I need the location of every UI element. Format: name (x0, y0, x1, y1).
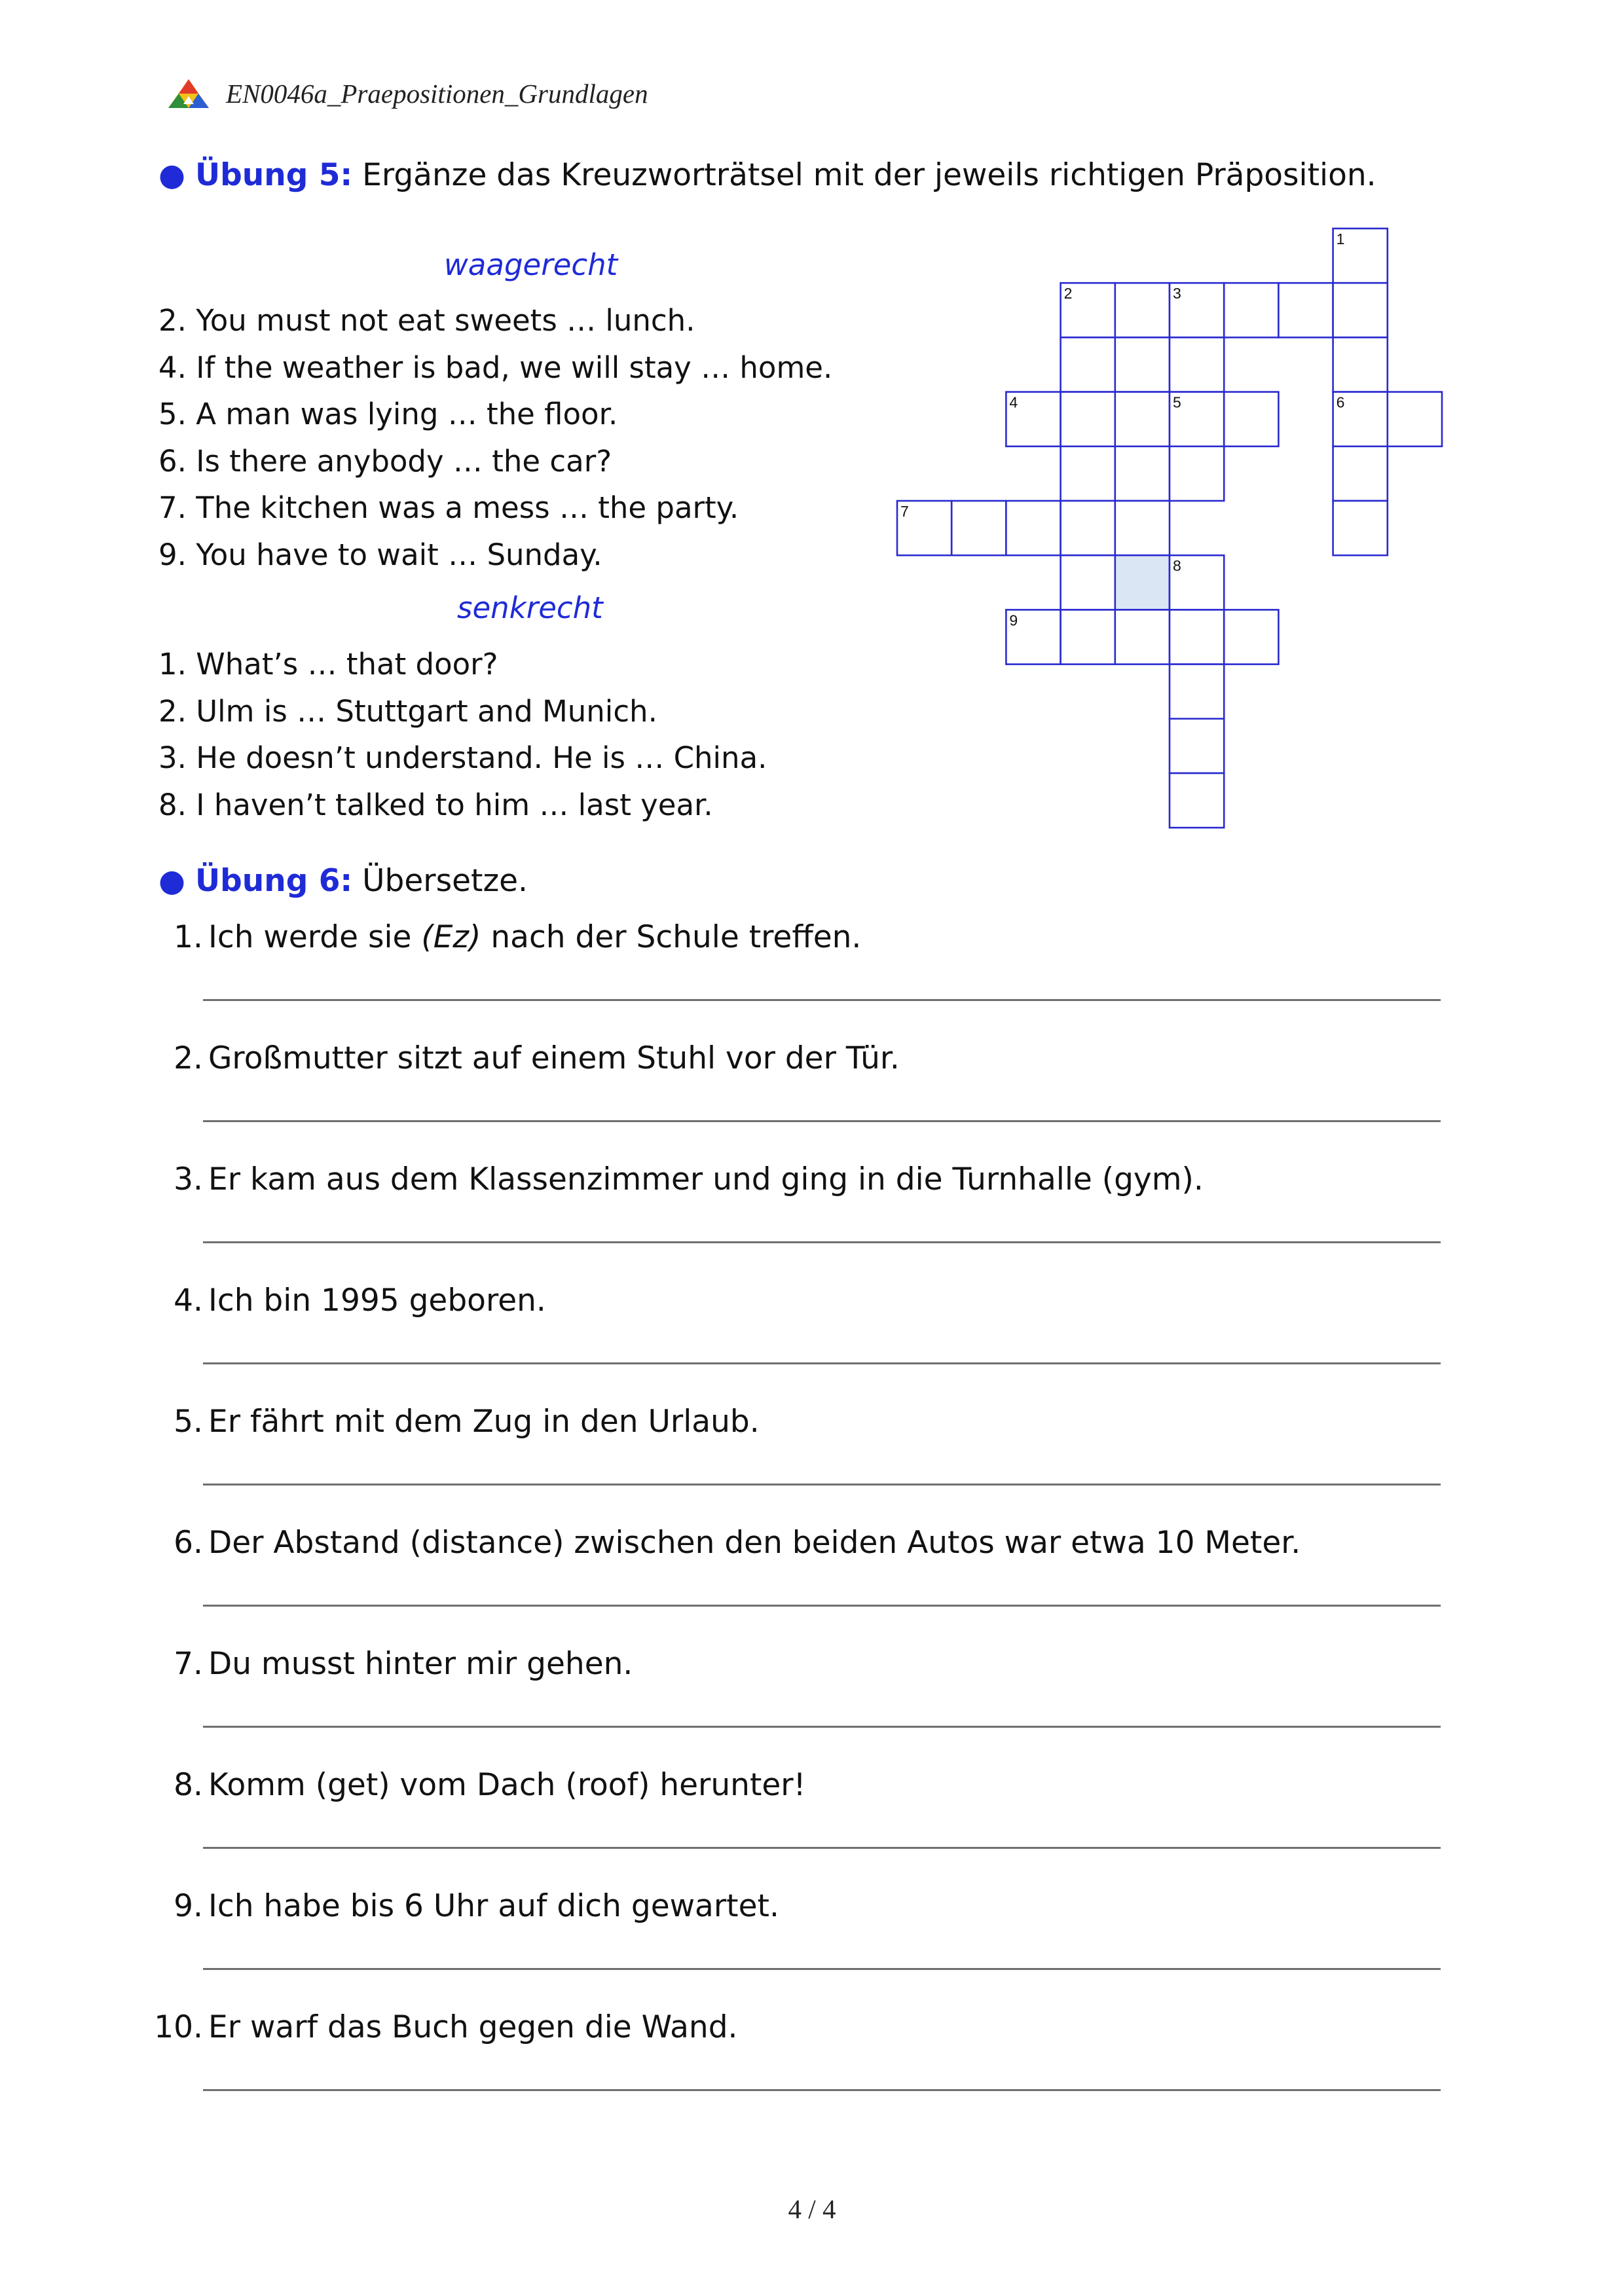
crossword-cell[interactable] (1170, 446, 1224, 501)
crossword-cell[interactable] (1061, 555, 1115, 610)
crossword-cell[interactable] (1115, 337, 1170, 392)
crossword-cell[interactable] (1224, 392, 1278, 446)
crossword-cell[interactable] (1388, 392, 1442, 446)
crossword-cell[interactable] (1115, 501, 1170, 555)
translation-item (131, 1523, 1441, 1563)
clue-down-2: 2. Ulm is … Stuttgart and Munich. (158, 693, 657, 729)
down-clues-list (158, 641, 767, 828)
crossword-cell[interactable] (1278, 283, 1333, 337)
crossword-cell[interactable] (1006, 392, 1060, 446)
crossword-cell[interactable] (1333, 337, 1388, 392)
clue-across-6: 6. Is there anybody … the car? (158, 443, 612, 479)
crossword-cell[interactable] (1061, 283, 1115, 337)
exercise-6-instruction: Übersetze. (362, 863, 528, 899)
colorful-pyramid-logo (167, 78, 210, 109)
clue-across-9: 9. You have to wait … Sunday. (158, 537, 602, 572)
sentence-text: Er fährt mit dem Zug in den Urlaub. (208, 1404, 760, 1440)
crossword-cell[interactable] (1224, 283, 1278, 337)
crossword-cell[interactable] (1115, 610, 1170, 664)
exercise-5-heading (158, 157, 1376, 193)
exercise-5-label: Übung 5: (194, 157, 353, 193)
translation-item (131, 1160, 1441, 1199)
item-number: 7. (174, 1646, 203, 1682)
crossword-cell[interactable] (1115, 446, 1170, 501)
answer-line[interactable] (203, 1726, 1441, 1728)
clue-down-8: 8. I haven’t talked to him … last year. (158, 787, 713, 822)
crossword-clue-number: 9 (1009, 611, 1018, 629)
sentence-text: Du musst hinter mir gehen. (208, 1646, 633, 1682)
clue-across-5: 5. A man was lying … the floor. (158, 397, 618, 432)
translation-item (131, 1766, 1441, 1805)
sentence-text: Er kam aus dem Klassenzimmer und ging in die Turnhalle (gym). (208, 1161, 1204, 1197)
item-number: 5. (174, 1404, 203, 1440)
item-number: 6. (174, 1525, 203, 1561)
crossword-cell[interactable] (1061, 501, 1115, 555)
crossword-cell[interactable] (1115, 283, 1170, 337)
crossword-cell[interactable] (1170, 283, 1224, 337)
translation-item (131, 1039, 1441, 1078)
crossword-clue-number: 2 (1063, 285, 1073, 302)
sentence-text: Ich bin 1995 geboren. (208, 1283, 546, 1319)
sentence-text-end: nach der Schule treffen. (481, 919, 862, 955)
crossword-cell[interactable] (1170, 719, 1224, 773)
answer-line[interactable] (203, 1241, 1441, 1243)
answer-line[interactable] (203, 1120, 1441, 1122)
crossword-cell[interactable] (1333, 228, 1388, 283)
answer-line[interactable] (203, 2089, 1441, 2091)
down-clues-title: senkrecht (457, 591, 603, 625)
sentence-text: Der Abstand (distance) zwischen den beiden Autos war etwa 10 Meter. (208, 1525, 1301, 1561)
exercise-5-instruction: Ergänze das Kreuzworträtsel mit der jeweils richtigen Präposition. (362, 157, 1376, 193)
item-number: 9. (174, 1888, 203, 1924)
sentence-text: Großmutter sitzt auf einem Stuhl vor der Tür. (208, 1040, 900, 1076)
crossword-cell[interactable] (1170, 337, 1224, 392)
crossword-cell[interactable] (1006, 610, 1060, 664)
translation-item (131, 2008, 1441, 2047)
crossword-cell[interactable] (1115, 555, 1170, 610)
answer-line[interactable] (203, 999, 1441, 1001)
crossword-cell[interactable] (1333, 392, 1388, 446)
translation-item (131, 918, 1441, 957)
sentence-text: Ich habe bis 6 Uhr auf dich gewartet. (208, 1888, 779, 1924)
crossword-cell[interactable] (1006, 501, 1060, 555)
exercise-6-label: Übung 6: (194, 863, 353, 899)
crossword-cell[interactable] (1061, 337, 1115, 392)
crossword-clue-number: 6 (1336, 393, 1345, 411)
page-number: 4 / 4 (788, 2194, 836, 2224)
clue-across-2: 2. You must not eat sweets … lunch. (158, 303, 695, 338)
exercise-6-heading (158, 863, 528, 899)
crossword-cell[interactable] (897, 501, 951, 555)
item-number: 4. (174, 1283, 203, 1319)
across-clues-list (158, 297, 832, 579)
item-number: 10. (154, 2009, 203, 2045)
crossword-clue-number: 7 (900, 503, 909, 520)
crossword-cell[interactable] (1170, 665, 1224, 719)
crossword-cell[interactable] (1115, 392, 1170, 446)
crossword-clue-number: 5 (1173, 393, 1181, 411)
bullet-icon: ● (158, 157, 186, 193)
translation-item (131, 1645, 1441, 1684)
answer-line[interactable] (203, 1362, 1441, 1364)
sentence-emphasis: (Ez) (421, 919, 481, 955)
crossword-clue-number: 4 (1009, 393, 1018, 411)
crossword-cell[interactable] (1061, 610, 1115, 664)
crossword-clue-number: 3 (1173, 285, 1181, 302)
crossword-cell[interactable] (1333, 283, 1388, 337)
clue-down-1: 1. What’s … that door? (158, 647, 498, 682)
across-clues-title: waagerecht (444, 247, 618, 282)
item-number: 8. (174, 1767, 203, 1803)
translation-item (131, 1281, 1441, 1321)
translation-item (131, 1887, 1441, 1926)
crossword-cell[interactable] (1224, 610, 1278, 664)
answer-line[interactable] (203, 1605, 1441, 1607)
item-number: 2. (174, 1040, 203, 1076)
crossword-cell[interactable] (1333, 501, 1388, 555)
answer-line[interactable] (203, 1847, 1441, 1849)
answer-line[interactable] (203, 1484, 1441, 1485)
crossword-cell[interactable] (1061, 392, 1115, 446)
sentence-text: Er warf das Buch gegen die Wand. (208, 2009, 738, 2045)
crossword-cell[interactable] (1170, 555, 1224, 610)
sentence-text: Ich werde sie (208, 919, 422, 955)
item-number: 1. (174, 919, 203, 955)
crossword-cell[interactable] (1333, 446, 1388, 501)
crossword-clue-number: 1 (1336, 230, 1345, 247)
clue-down-3: 3. He doesn’t understand. He is … China. (158, 740, 767, 776)
crossword-cell[interactable] (1170, 610, 1224, 664)
crossword-cell[interactable] (951, 501, 1006, 555)
crossword-cell[interactable] (1061, 446, 1115, 501)
bullet-icon: ● (158, 863, 186, 899)
document-header (167, 71, 648, 117)
document-title: EN0046a_Praepositionen_Grundlagen (226, 79, 648, 109)
crossword-cell[interactable] (1170, 773, 1224, 828)
crossword-clue-number: 8 (1173, 557, 1181, 575)
crossword-cell[interactable] (1170, 392, 1224, 446)
clue-across-4: 4. If the weather is bad, we will stay … home. (158, 350, 833, 385)
translation-item (131, 1402, 1441, 1442)
item-number: 3. (174, 1161, 203, 1197)
sentence-text: Komm (get) vom Dach (roof) herunter! (208, 1767, 806, 1803)
clue-across-7: 7. The kitchen was a mess … the party. (158, 490, 739, 526)
answer-line[interactable] (203, 1968, 1441, 1970)
